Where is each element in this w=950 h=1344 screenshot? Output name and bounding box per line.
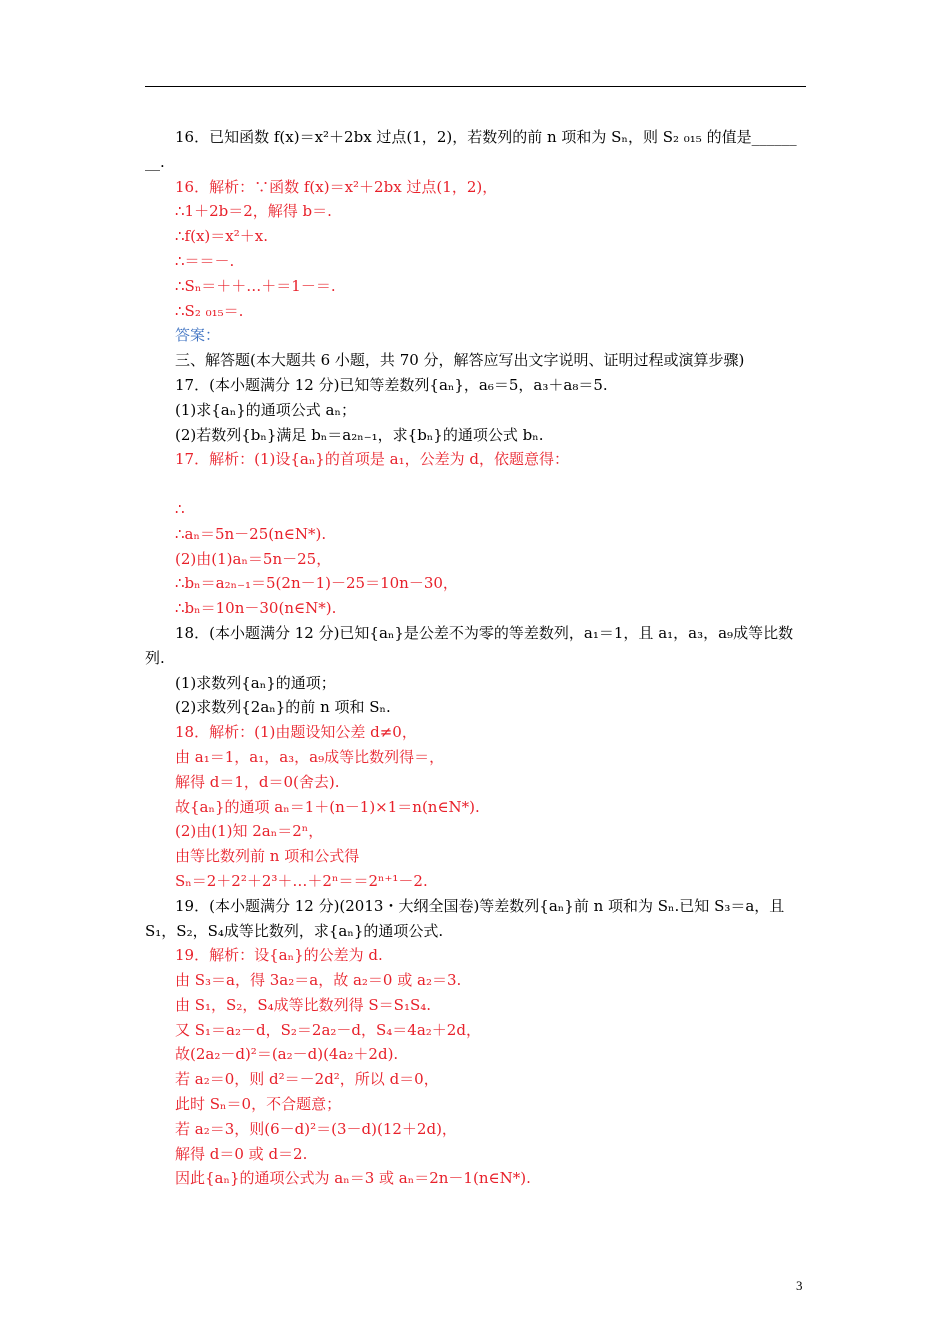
solution-line: ∴ <box>175 499 185 518</box>
solution-17-title: 17．解析：(1)设{aₙ}的首项是 a₁，公差为 d，依题意得： <box>175 450 569 469</box>
solution-line: 故(2a₂－d)²＝(a₂－d)(4a₂＋2d). <box>175 1045 399 1064</box>
solution-19-title: 19．解析：设{aₙ}的公差为 d. <box>175 946 383 965</box>
question-16-cont: __. <box>145 152 165 171</box>
question-19-cont: S₁，S₂，S₄成等比数列，求{aₙ}的通项公式. <box>145 921 444 940</box>
solution-line: ∴S₂ ₀₁₅＝. <box>175 301 244 320</box>
solution-line: 若 a₂＝3，则(6－d)²＝(3－d)(12＋2d)， <box>175 1119 457 1138</box>
question-18: 18．(本小题满分 12 分)已知{aₙ}是公差不为零的等差数列，a₁＝1，且 a₁，a₃，a₉成等比数 <box>175 623 794 642</box>
solution-16-title: 16．解析：∵函数 f(x)＝x²＋2bx 过点(1，2)， <box>175 177 498 196</box>
question-18-part-2: (2)求数列{2aₙ}的前 n 项和 Sₙ. <box>175 698 391 717</box>
answer-label: 答案： <box>175 326 221 345</box>
question-17-part-2: (2)若数列{bₙ}满足 bₙ＝a₂ₙ₋₁，求{bₙ}的通项公式 bₙ. <box>175 425 544 444</box>
page-body <box>145 125 809 1191</box>
solution-line: ∴＝＝－. <box>175 251 235 270</box>
page-number: 3 <box>796 1278 803 1293</box>
solution-line: ∴f(x)＝x²＋x. <box>175 227 268 246</box>
solution-line: 由 S₁，S₂，S₄成等比数列得 S＝S₁S₄. <box>175 995 432 1014</box>
solution-line: 此时 Sₙ＝0，不合题意； <box>175 1095 342 1114</box>
solution-18-title: 18．解析：(1)由题设知公差 d≠0， <box>175 723 417 742</box>
solution-line: ∴bₙ＝10n－30(n∈N*). <box>175 599 337 618</box>
question-16: 16．已知函数 f(x)＝x²＋2bx 过点(1，2)，若数列的前 n 项和为 Sₙ，则 S₂ ₀₁₅ 的值是______ <box>175 128 797 146</box>
solution-line: ∴aₙ＝5n－25(n∈N*). <box>175 524 327 543</box>
question-18-part-1: (1)求数列{aₙ}的通项； <box>175 673 336 692</box>
question-19: 19．(本小题满分 12 分)(2013・大纲全国卷)等差数列{aₙ}前 n 项和为 Sₙ.已知 S₃＝a，且 <box>175 896 785 915</box>
blank-line <box>145 472 809 497</box>
solution-line: (2)由(1)知 2aₙ＝2ⁿ， <box>175 822 324 841</box>
section-heading: 三、解答题(本大题共 6 小题，共 70 分，解答应写出文字说明、证明过程或演算步骤) <box>175 351 745 370</box>
solution-line: (2)由(1)aₙ＝5n－25， <box>175 549 332 568</box>
question-18-cont: 列. <box>145 648 165 667</box>
solution-line: ∴bₙ＝a₂ₙ₋₁＝5(2n－1)－25＝10n－30， <box>175 574 458 593</box>
question-17-part-1: (1)求{aₙ}的通项公式 aₙ； <box>175 400 356 419</box>
solution-line: Sₙ＝2＋2²＋2³＋…＋2ⁿ＝＝2ⁿ⁺¹－2. <box>175 871 428 890</box>
solution-line: 解得 d＝1，d＝0(舍去). <box>175 772 340 791</box>
solution-line: ∴1＋2b＝2，解得 b＝. <box>175 202 332 221</box>
solution-line: 若 a₂＝0，则 d²＝－2d²，所以 d＝0， <box>175 1070 439 1089</box>
solution-line: 故{aₙ}的通项 aₙ＝1＋(n－1)×1＝n(n∈N*). <box>175 797 480 816</box>
solution-line: 由 S₃＝a，得 3a₂＝a，故 a₂＝0 或 a₂＝3. <box>175 971 462 990</box>
question-17: 17．(本小题满分 12 分)已知等差数列{aₙ}，a₆＝5，a₃＋a₈＝5. <box>175 375 608 394</box>
solution-line: ∴Sₙ＝＋＋…＋＝1－＝. <box>175 276 336 295</box>
solution-line: 又 S₁＝a₂－d，S₂＝2a₂－d，S₄＝4a₂＋2d， <box>175 1020 481 1039</box>
solution-line: 由 a₁＝1，a₁，a₃，a₉成等比数列得＝， <box>175 747 445 766</box>
solution-line: 由等比数列前 n 项和公式得 <box>175 847 360 866</box>
solution-line: 因此{aₙ}的通项公式为 aₙ＝3 或 aₙ＝2n－1(n∈N*). <box>175 1169 531 1188</box>
header-rule <box>145 86 806 87</box>
solution-line: 解得 d＝0 或 d＝2. <box>175 1144 308 1163</box>
